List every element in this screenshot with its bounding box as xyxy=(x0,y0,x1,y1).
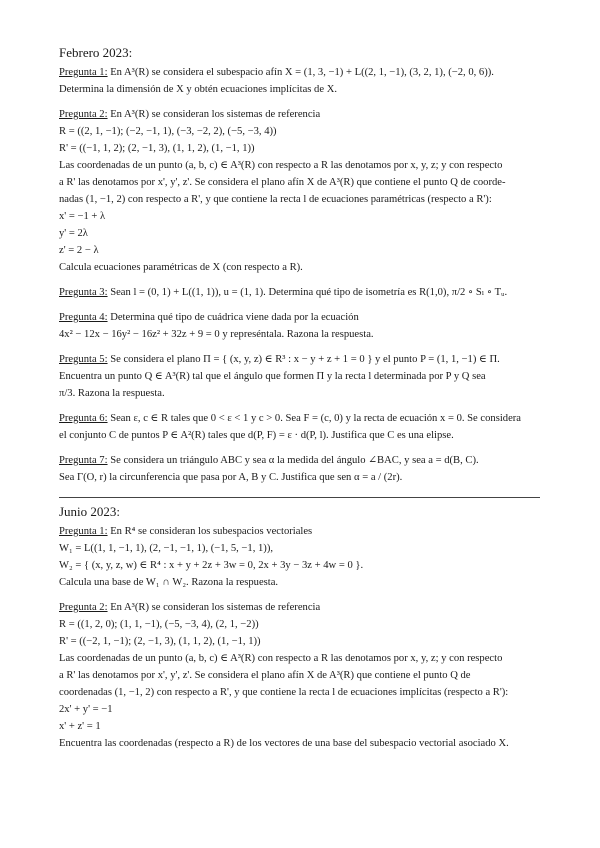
question-text: En R⁴ se consideran los subespacios vectoriales xyxy=(110,526,313,537)
question-first-line xyxy=(59,284,600,301)
question-text-line xyxy=(59,574,600,591)
question-text-line xyxy=(59,684,600,701)
question-label: Pregunta 2: xyxy=(59,602,108,613)
question-text-line xyxy=(59,225,600,242)
question-text: Se considera el plano Π = { (x, y, z) ∈ R³ : x − y + z + 1 = 0 } y el punto P = (1, 1, −1) ∈ Π. xyxy=(110,354,500,365)
question-text: R' = ((−1, 1, 2); (2, −1, 3), (1, 1, 2), (1, −1, 1)) xyxy=(59,143,255,154)
question-first-line xyxy=(59,523,600,540)
question-first-line xyxy=(59,599,600,616)
question-block xyxy=(59,64,600,98)
question-text-line xyxy=(59,140,600,157)
question-block xyxy=(59,599,600,752)
question-label: Pregunta 7: xyxy=(59,455,108,466)
question-text: el conjunto C de puntos P ∈ A²(R) tales que d(P, F) = ε · d(P, l). Justifica que C es una elipse. xyxy=(59,430,454,441)
question-text-line xyxy=(59,385,600,402)
section-title: Febrero 2023: xyxy=(59,45,133,60)
question-text: Sean ε, c ∈ R tales que 0 < ε < 1 y c > 0. Sea F = (c, 0) y la recta de ecuación x = 0. Se considera xyxy=(110,413,522,424)
question-text: 4x² − 12x − 16y² − 16z² + 32z + 9 = 0 y represéntala. Razona la respuesta. xyxy=(59,329,374,340)
question-text: coordenadas (1, −1, 2) con respecto a R', y que contiene la recta l de ecuaciones implícitas (respecto a R'): xyxy=(59,687,509,698)
question-text: π/3. Razona la respuesta. xyxy=(59,388,165,399)
question-text: En A³(R) se consideran los sistemas de referencia xyxy=(110,602,321,613)
question-text: Determina la dimensión de X y obtén ecuaciones implícitas de X. xyxy=(59,84,338,95)
question-text: R' = ((−2, 1, −1); (2, −1, 3), (1, 1, 2), (1, −1, 1)) xyxy=(59,636,261,647)
question-text-line xyxy=(59,123,600,140)
document-body xyxy=(59,44,600,752)
question-block xyxy=(59,351,600,402)
question-first-line xyxy=(59,106,600,123)
question-first-line xyxy=(59,309,600,326)
question-text-line xyxy=(59,259,600,276)
question-text-line xyxy=(59,557,600,574)
question-block xyxy=(59,523,600,591)
question-first-line xyxy=(59,452,600,469)
question-text-line xyxy=(59,540,600,557)
section-divider xyxy=(59,497,540,498)
question-text-line xyxy=(59,242,600,259)
question-label: Pregunta 2: xyxy=(59,109,108,120)
question-text: a R' las denotamos por x', y', z'. Se considera el plano afín X de A³(R) que contiene el punto Q de xyxy=(59,670,471,681)
question-text: z' = 2 − λ xyxy=(59,245,99,256)
question-text-line xyxy=(59,191,600,208)
question-text: x' + z' = 1 xyxy=(59,721,101,732)
question-text: x' = −1 + λ xyxy=(59,211,106,222)
question-label: Pregunta 1: xyxy=(59,67,108,78)
question-text: Sean l = (0, 1) + L((1, 1)), u = (1, 1). Determina qué tipo de isometría es R(1,0), π/2 ∘ Sₗ ∘ Tᵤ. xyxy=(110,287,508,298)
question-text: W₁ = L((1, 1, −1, 1), (2, −1, −1, 1), (−1, 5, −1, 1)), xyxy=(59,543,274,554)
question-text-line xyxy=(59,616,600,633)
question-label: Pregunta 4: xyxy=(59,312,108,323)
question-label: Pregunta 6: xyxy=(59,413,108,424)
question-text-line xyxy=(59,633,600,650)
question-text-line xyxy=(59,469,600,486)
question-text: Las coordenadas de un punto (a, b, c) ∈ A³(R) con respecto a R las denotamos por x, y, z; y con respecto xyxy=(59,160,503,171)
question-block xyxy=(59,284,600,301)
question-text-line xyxy=(59,174,600,191)
question-block xyxy=(59,410,600,444)
question-text-line xyxy=(59,81,600,98)
question-text: Determina qué tipo de cuádrica viene dada por la ecuación xyxy=(110,312,359,323)
question-text-line xyxy=(59,735,600,752)
question-block xyxy=(59,452,600,486)
question-label: Pregunta 3: xyxy=(59,287,108,298)
question-text: nadas (1, −1, 2) con respecto a R', y que contiene la recta l de ecuaciones paramétricas (respecto a R'): xyxy=(59,194,492,205)
question-text: Se considera un triángulo ABC y sea α la medida del ángulo ∠BAC, y sea a = d(B, C). xyxy=(110,455,479,466)
question-text-line xyxy=(59,157,600,174)
question-text: Calcula ecuaciones paramétricas de X (con respecto a R). xyxy=(59,262,303,273)
question-text-line xyxy=(59,667,600,684)
question-label: Pregunta 5: xyxy=(59,354,108,365)
question-text-line xyxy=(59,650,600,667)
question-text: Calcula una base de W₁ ∩ W₂. Razona la respuesta. xyxy=(59,577,279,588)
question-first-line xyxy=(59,410,600,427)
question-text-line xyxy=(59,427,600,444)
question-text: Encuentra un punto Q ∈ A³(R) tal que el ángulo que formen Π y la recta l determinada por P y Q sea xyxy=(59,371,486,382)
question-text: y' = 2λ xyxy=(59,228,88,239)
question-text: En A³(R) se consideran los sistemas de referencia xyxy=(110,109,321,120)
question-first-line xyxy=(59,64,600,81)
question-text-line xyxy=(59,208,600,225)
question-text: R = ((1, 2, 0); (1, 1, −1), (−5, −3, 4), (2, 1, −2)) xyxy=(59,619,259,630)
question-text: En A³(R) se considera el subespacio afín X = (1, 3, −1) + L((2, 1, −1), (3, 2, 1), (−2, 0, 6)). xyxy=(110,67,494,78)
question-block xyxy=(59,106,600,276)
question-text-line xyxy=(59,718,600,735)
question-block xyxy=(59,309,600,343)
question-first-line xyxy=(59,351,600,368)
question-label: Pregunta 1: xyxy=(59,526,108,537)
question-text: Encuentra las coordenadas (respecto a R) de los vectores de una base del subespacio vectorial asociado X. xyxy=(59,738,509,749)
question-text: 2x' + y' = −1 xyxy=(59,704,113,715)
question-text: R = ((2, 1, −1); (−2, −1, 1), (−3, −2, 2), (−5, −3, 4)) xyxy=(59,126,277,137)
question-text: a R' las denotamos por x', y', z'. Se considera el plano afín X de A³(R) que contiene el punto Q de coorde- xyxy=(59,177,506,188)
section-title: Junio 2023: xyxy=(59,504,121,519)
question-text: W₂ = { (x, y, z, w) ∈ R⁴ : x + y + 2z + 3w = 0, 2x + 3y − 3z + 4w = 0 }. xyxy=(59,560,364,571)
question-text-line xyxy=(59,326,600,343)
question-text: Las coordenadas de un punto (a, b, c) ∈ A³(R) con respecto a R las denotamos por x, y, z; y con respecto xyxy=(59,653,503,664)
question-text-line xyxy=(59,701,600,718)
question-text: Sea Γ(O, r) la circunferencia que pasa por A, B y C. Justifica que sen α = a / (2r). xyxy=(59,472,403,483)
question-text-line xyxy=(59,368,600,385)
